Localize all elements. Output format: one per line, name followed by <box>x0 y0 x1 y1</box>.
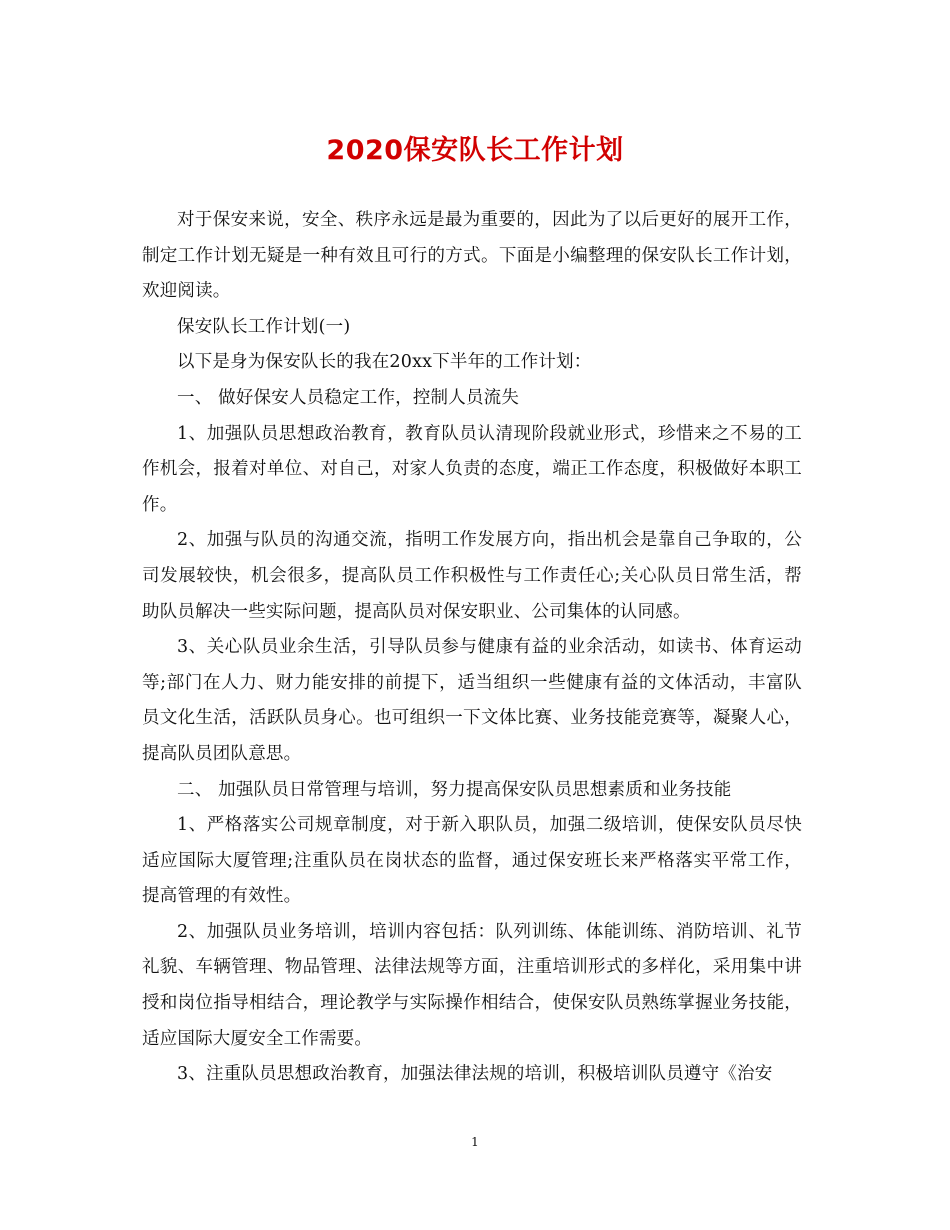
paragraph-2-2: 2、加强队员业务培训，培训内容包括：队列训练、体能训练、消防培训、礼节礼貌、车辆管理、物品管理、法律法规等方面，注重培训形式的多样化，采用集中讲授和岗位指导相结合，理论教学与实际操作相结合，使保安队员熟练掌握业务技能，适应国际大厦安全工作需要。 <box>142 921 802 1049</box>
heading-part-two: 二、 加强队员日常管理与培训，努力提高保安队员思想素质和业务技能 <box>177 779 732 800</box>
page-number: 1 <box>471 1135 479 1149</box>
intro-paragraph: 对于保安来说，安全、秩序永远是最为重要的，因此为了以后更好的展开工作，制定工作计划无疑是一种有效且可行的方式。下面是小编整理的保安队长工作计划，欢迎阅读。 <box>142 210 802 302</box>
paragraph-2-3: 3、注重队员思想政治教育，加强法律法规的培训，积极培训队员遵守《治安 <box>177 1064 773 1085</box>
heading-part-one: 一、 做好保安人员稳定工作，控制人员流失 <box>177 387 520 408</box>
document-title: 2020保安队长工作计划 <box>326 135 624 166</box>
paragraph-1-1: 1、加强队员思想政治教育，教育队员认清现阶段就业形式，珍惜来之不易的工作机会，报着对单位、对自己，对家人负责的态度，端正工作态度，积极做好本职工作。 <box>142 423 802 515</box>
document-body <box>142 203 802 1093</box>
paragraph-1-3: 3、关心队员业余生活，引导队员参与健康有益的业余活动，如读书、体育运动等;部门在人力、财力能安排的前提下，适当组织一些健康有益的文体活动，丰富队员文化生活，活跃队员身心。也可组织一下文体比赛、业务技能竞赛等，凝聚人心，提高队员团队意思。 <box>142 637 802 764</box>
plan-intro-paragraph: 以下是身为保安队长的我在20xx下半年的工作计划： <box>177 352 592 373</box>
section-heading-plan-one: 保安队长工作计划(一) <box>177 316 351 337</box>
paragraph-1-2: 2、加强与队员的沟通交流，指明工作发展方向，指出机会是靠自己争取的，公司发展较快，机会很多，提高队员工作积极性与工作责任心;关心队员日常生活，帮助队员解决一些实际问题，提高队员对保安职业、公司集体的认同感。 <box>142 530 802 622</box>
paragraph-2-1: 1、严格落实公司规章制度，对于新入职队员，加强二级培训，使保安队员尽快适应国际大厦管理;注重队员在岗状态的监督，通过保安班长来严格落实平常工作，提高管理的有效性。 <box>142 815 802 907</box>
